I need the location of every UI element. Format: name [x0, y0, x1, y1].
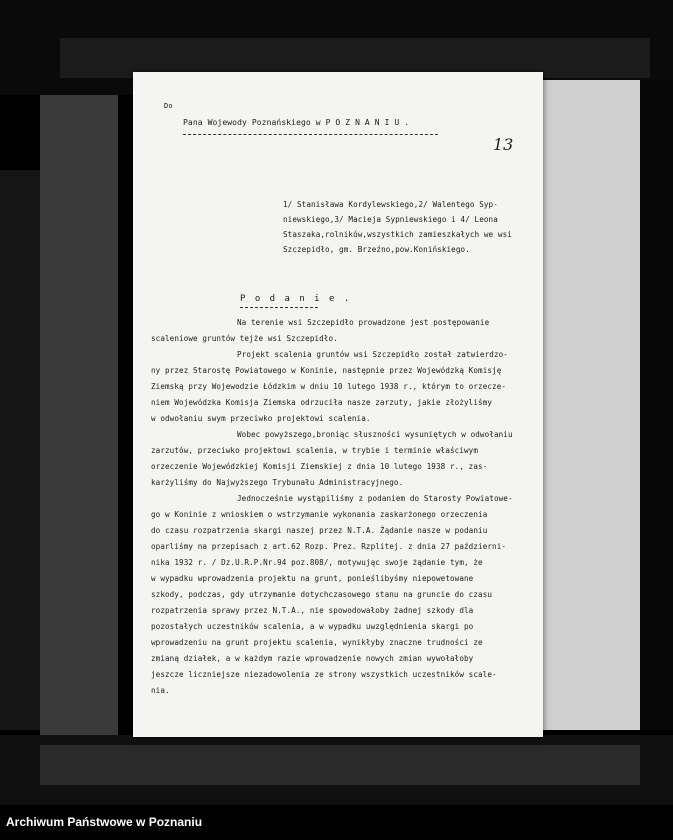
body-line: orzeczenie Wojewódzkiej Komisji Ziemskiej z dnia 10 lutego 1938 r., zas- — [151, 462, 488, 471]
petitioner-line: 1/ Stanisława Kordylewskiego,2/ Walentego Syp- — [283, 200, 498, 209]
archive-credit: Archiwum Państwowe w Poznaniu — [6, 815, 203, 829]
body-line: niem Wojewódzka Komisja Ziemska odrzuciła nasze zarzuty, jakie złożyliśmy — [151, 398, 493, 407]
page-number: 13 — [493, 135, 514, 154]
body-line: do czasu rozpatrzenia skargi naszej przez N.T.A. Żądanie nasze w podaniu — [151, 526, 488, 535]
body-line: scaleniowe gruntów tejże wsi Szczepidło. — [151, 334, 338, 343]
body-line: Na terenie wsi Szczepidło prowadzone jest postępowanie — [237, 318, 490, 327]
petitioner-line: Staszaka,rolników,wszystkich zamieszkałych we wsi — [283, 230, 512, 239]
body-line: nika 1932 r. / Dz.U.R.P.Nr.94 poz.808/, motywując swoje żądanie tym, że — [151, 558, 483, 567]
petitioner-line: niewskiego,3/ Macieja Sypniewskiego i 4/ Leona — [283, 215, 498, 224]
body-line: wprowadzeniu na grunt projektu scalenia, wynikłyby znaczne trudności ze — [151, 638, 483, 647]
body-line: zarzutów, przeciwko projektowi scalenia, w trybie i terminie właściwym — [151, 446, 479, 455]
film-bottom-band — [40, 745, 640, 785]
body-line: jeszcze liczniejsze niezadowolenia ze strony wszystkich uczestników scale- — [151, 670, 497, 679]
petitioner-line: Szczepidło, gm. Brzeźno,pow.Konińskiego. — [283, 245, 470, 254]
header-divider — [183, 134, 438, 135]
document-title: P o d a n i e . — [240, 294, 352, 304]
body-line: w wypadku wprowadzenia projektu na grunt, ponieślibyśmy niepowetowane — [151, 574, 474, 583]
addressee-name: Pana Wojewody Poznańskiego w P O Z N A N I U . — [183, 118, 410, 127]
film-left-edge — [0, 170, 40, 730]
body-line: ny przez Starostę Powiatowego w Koninie, następnie przez Wojewódzką Komisję — [151, 366, 502, 375]
body-line: Jednocześnie wystąpiliśmy z podaniem do Starosty Powiatowe- — [237, 494, 513, 503]
document-page — [133, 72, 543, 737]
body-line: oparliśmy na przepisach z art.62 Rozp. Prez. Rzplitej. z dnia 27 październi- — [151, 542, 507, 551]
body-line: rozpatrzenia sprawy przez N.T.A., nie spowodowałoby żadnej szkody dla — [151, 606, 474, 615]
body-line: w odwołaniu swym przeciwko projektowi scalenia. — [151, 414, 371, 423]
body-line: Projekt scalenia gruntów wsi Szczepidło został zatwierdzo- — [237, 350, 508, 359]
body-line: karżyliśmy do Najwyższego Trybunału Administracyjnego. — [151, 478, 404, 487]
film-right-edge — [640, 80, 673, 730]
body-line: Wobec powyższego,broniąc słuszności wysuniętych w odwołaniu — [237, 430, 513, 439]
addressee-label: Do — [164, 102, 173, 110]
body-line: pozostałych uczestników scalenia, a w wypadku uwzględnienia skargi po — [151, 622, 474, 631]
left-page-strip — [40, 95, 118, 735]
body-line: go w Koninie z wnioskiem o wstrzymanie wykonania zaskarżonego orzeczenia — [151, 510, 488, 519]
title-underline — [240, 307, 318, 308]
body-line: Ziemską przy Wojewodzie Łódzkim w dniu 10 lutego 1938 r., którym to orzecze- — [151, 382, 507, 391]
body-line: szkody, podczas, gdy utrzymanie dotychczasowego stanu na gruncie do czasu — [151, 590, 493, 599]
body-line: zmianą działek, a w każdym razie wprowadzenie nowych zmian wywołałoby — [151, 654, 474, 663]
body-line: nia. — [151, 686, 170, 695]
